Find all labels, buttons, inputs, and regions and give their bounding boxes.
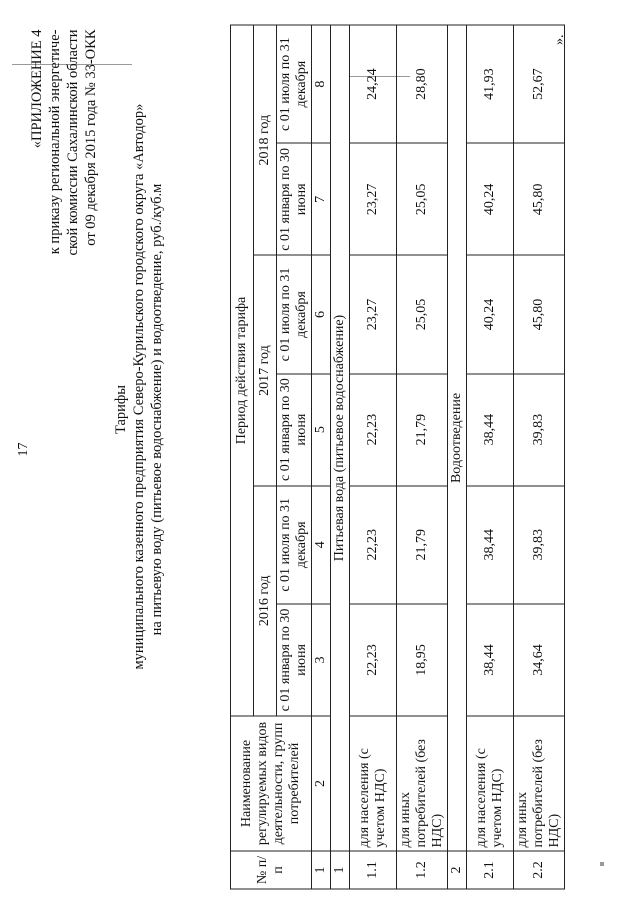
col-period-header: Период действия тарифа <box>231 25 254 716</box>
row-name: для населения (с учетом НДС) <box>467 716 514 851</box>
half-header: с 01 января по 30 июня <box>277 374 312 486</box>
title-heading: Тарифы <box>113 384 129 435</box>
tariff-value: 24,24 <box>350 25 397 143</box>
appendix-title: «ПРИЛОЖЕНИЕ 4 <box>29 29 45 149</box>
tariff-value: 38,44 <box>467 486 514 604</box>
tariff-value: 40,24 <box>467 255 514 373</box>
col-num-header: № п/п <box>231 851 312 889</box>
row-name: для иных потребителей (без НДС) <box>397 716 448 851</box>
column-number-row <box>312 25 331 889</box>
section-title: Водоотведение <box>448 25 467 851</box>
row-num: 2.1 <box>467 851 514 889</box>
section-row <box>331 25 350 889</box>
year-header: 2016 год <box>254 486 277 716</box>
year-header: 2018 год <box>254 25 277 255</box>
half-header: с 01 июля по 31 декабря <box>277 255 312 373</box>
tariff-value: 28,80 <box>397 25 448 143</box>
tariff-value: 45,80 <box>514 143 565 255</box>
half-header: с 01 января по 30 июня <box>277 604 312 716</box>
column-number: 7 <box>312 143 331 255</box>
tariff-value: 23,27 <box>350 255 397 373</box>
tariff-value: 38,44 <box>467 604 514 716</box>
tariff-value: 22,23 <box>350 486 397 604</box>
column-number: 3 <box>312 604 331 716</box>
title-line: на питьевую воду (питьевое водоснабжение) и водоотведение, руб./куб.м <box>149 183 165 636</box>
section-num: 1 <box>331 851 350 889</box>
section-row <box>448 25 467 889</box>
section-title: Питьевая вода (питьевое водоснабжение) <box>331 25 350 851</box>
table-row <box>350 25 397 889</box>
year-header: 2017 год <box>254 255 277 485</box>
tariff-value: 45,80 <box>514 255 565 373</box>
table-header-row <box>231 25 254 889</box>
tariff-value: 34,64 <box>514 604 565 716</box>
table-row <box>467 25 514 889</box>
half-header: с 01 января по 30 июня <box>277 143 312 255</box>
title-line: муниципального казенного предприятия Северо-Курильского городского округа «Автодор» <box>131 103 147 670</box>
row-num: 2.2 <box>514 851 565 889</box>
appendix-line: к приказу региональной энергетиче- <box>47 29 63 255</box>
row-name: для населения (с учетом НДС) <box>350 716 397 851</box>
tariff-value: 39,83 <box>514 374 565 486</box>
column-number: 8 <box>312 25 331 143</box>
row-name: для иных потребителей (без НДС) <box>514 716 565 851</box>
document-title <box>112 103 166 670</box>
table-row <box>397 25 448 889</box>
closing-quote: ». <box>552 34 567 45</box>
appendix-block <box>28 30 100 330</box>
appendix-line: ской комиссии Сахалинской области <box>65 29 81 256</box>
row-num: 1.2 <box>397 851 448 889</box>
column-number: 5 <box>312 374 331 486</box>
tariff-value: 21,79 <box>397 374 448 486</box>
tariff-value: 25,05 <box>397 143 448 255</box>
half-header: с 01 июля по 31 декабря <box>277 486 312 604</box>
page-number: 17 <box>16 442 31 457</box>
tariff-value: 22,23 <box>350 374 397 486</box>
tariff-value: 22,23 <box>350 604 397 716</box>
section-num: 2 <box>448 851 467 889</box>
column-number: 1 <box>312 851 331 889</box>
tariff-value: 23,27 <box>350 143 397 255</box>
tariff-value: 41,93 <box>467 25 514 143</box>
col-name-header: Наименование регулируемых видов деятельности, групп потребителей <box>231 716 312 851</box>
tariff-value: 25,05 <box>397 255 448 373</box>
tariff-value: 38,44 <box>467 374 514 486</box>
appendix-line: от 09 декабря 2015 года № 33-ОКК <box>83 29 99 246</box>
table-row <box>514 25 565 889</box>
tariff-value: 21,79 <box>397 486 448 604</box>
column-number: 4 <box>312 486 331 604</box>
tariff-value: 52,67 <box>514 25 565 143</box>
tariff-value: 39,83 <box>514 486 565 604</box>
column-number: 6 <box>312 255 331 373</box>
half-header: с 01 июля по 31 декабря <box>277 25 312 143</box>
tariff-value: 40,24 <box>467 143 514 255</box>
tariff-value: 18,95 <box>397 604 448 716</box>
column-number: 2 <box>312 716 331 851</box>
row-num: 1.1 <box>350 851 397 889</box>
tariff-table <box>230 25 565 890</box>
